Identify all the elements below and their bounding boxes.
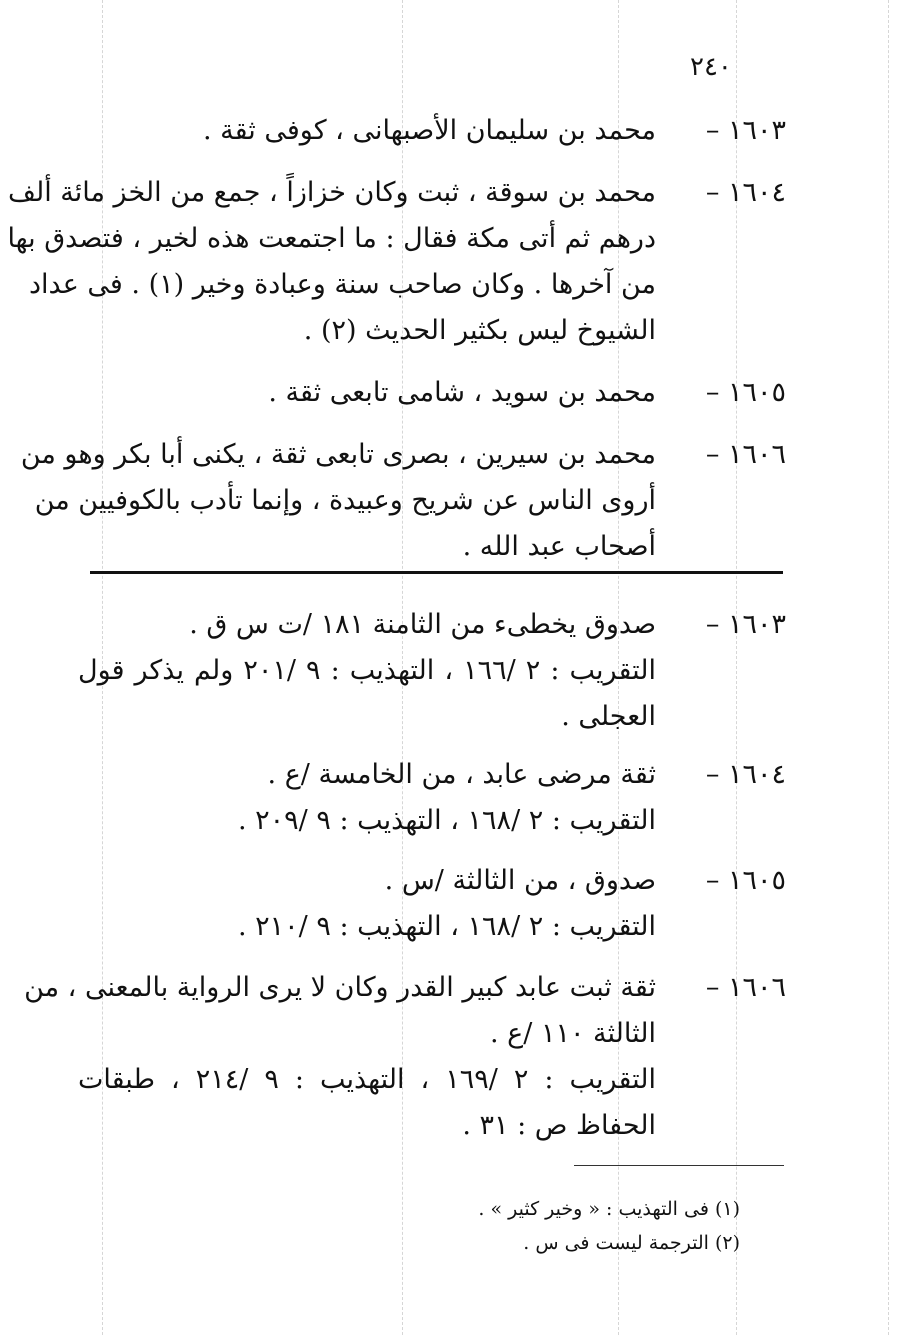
entry-line: ثقة مرضى عابد ، من الخامسة /ع . — [267, 759, 656, 790]
entry-line: ثقة ثبت عابد كبير القدر وكان لا يرى الرواية بالمعنى ، من — [24, 972, 656, 1003]
entry-line: الثالثة ١١٠ /ع . — [489, 1018, 656, 1049]
entry-number: ١٦٠٦ – — [705, 972, 786, 1003]
biography-entry — [7, 170, 786, 354]
entry-line: التقريب : ٢ /١٦٩ ، التهذيب : ٩ /٢١٤ ، طبقات — [78, 1064, 656, 1095]
entry-number: ١٦٠٤ – — [705, 759, 786, 790]
entry-line: التقريب : ٢ /١٦٨ ، التهذيب : ٩ /٢١٠ . — [237, 911, 656, 942]
entry-line: محمد بن سليمان الأصبهانى ، كوفى ثقة . — [202, 115, 656, 146]
entry-line: صدوق ، من الثالثة /س . — [384, 865, 656, 896]
entry-line: العجلى . — [561, 701, 656, 732]
note-entry — [78, 752, 786, 844]
entry-line: التقريب : ٢ /١٦٦ ، التهذيب : ٩ /٢٠١ ولم يذكر قول — [78, 655, 656, 686]
note-entry — [78, 602, 786, 740]
entry-line: من آخرها . وكان صاحب سنة وعبادة وخير (١) . فى عداد — [29, 269, 656, 300]
entry-number: ١٦٠٤ – — [705, 177, 786, 208]
note-entry — [24, 965, 786, 1149]
biography-entry — [78, 108, 786, 154]
footnote: (١) فى التهذيب : « وخير كثير » . — [478, 1198, 740, 1220]
entry-line: التقريب : ٢ /١٦٨ ، التهذيب : ٩ /٢٠٩ . — [237, 805, 656, 836]
entry-line: أصحاب عبد الله . — [462, 531, 656, 562]
entry-line: الشيوخ ليس بكثير الحديث (٢) . — [303, 315, 656, 346]
footnote-divider — [574, 1165, 784, 1166]
note-entry — [78, 858, 786, 950]
biography-entry — [78, 370, 786, 416]
entry-number: ١٦٠٥ – — [705, 865, 786, 896]
entry-number: ١٦٠٣ – — [705, 115, 786, 146]
entry-line: الحفاظ ص : ٣١ . — [462, 1110, 656, 1141]
entry-line: درهم ثم أتى مكة فقال : ما اجتمعت هذه لخير ، فتصدق بها — [7, 223, 656, 254]
entry-number: ١٦٠٣ – — [705, 609, 786, 640]
entry-line: محمد بن سيرين ، بصرى تابعى ثقة ، يكنى أبا بكر وهو من — [20, 439, 656, 470]
entry-line: محمد بن سويد ، شامى تابعى ثقة . — [268, 377, 656, 408]
entry-number: ١٦٠٦ – — [705, 439, 786, 470]
page-number: ٢٤٠ — [690, 52, 732, 82]
entry-line: صدوق يخطىء من الثامنة ١٨١ /ت س ق . — [189, 609, 656, 640]
entry-line: أروى الناس عن شريح وعبيدة ، وإنما تأدب بالكوفيين من — [34, 485, 656, 516]
entry-line: محمد بن سوقة ، ثبت وكان خزازاً ، جمع من الخز مائة ألف — [8, 177, 656, 208]
footnote: (٢) الترجمة ليست فى س . — [523, 1232, 740, 1254]
section-divider — [90, 571, 783, 574]
entry-number: ١٦٠٥ – — [705, 377, 786, 408]
biography-entry — [20, 432, 786, 570]
scan-guide-line — [888, 0, 889, 1335]
